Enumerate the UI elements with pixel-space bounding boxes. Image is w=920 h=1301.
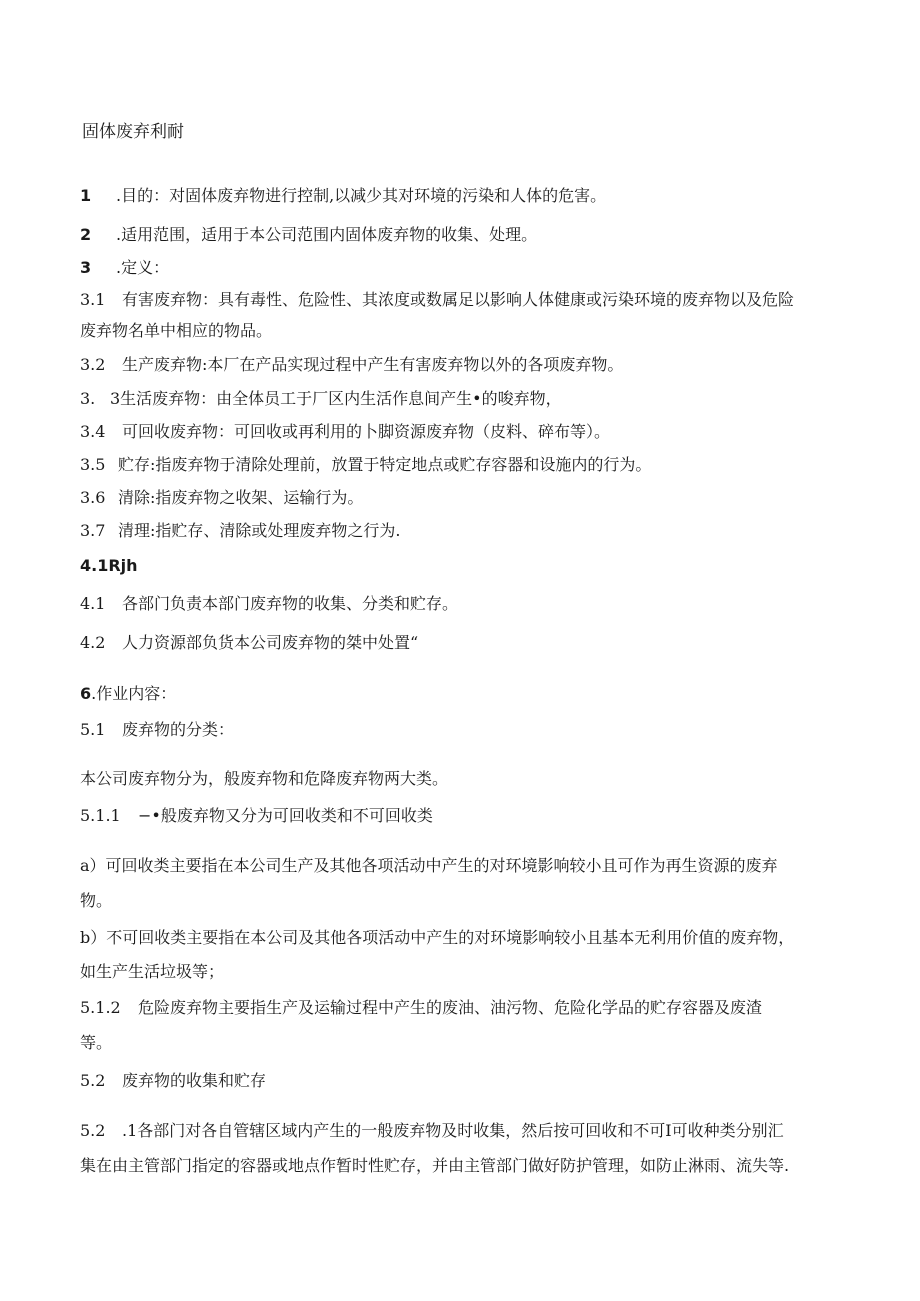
- line-text: .定义：: [116, 258, 170, 277]
- clause-number: 5.1: [80, 720, 106, 739]
- clause-number: 3.: [80, 389, 96, 408]
- section-1-purpose: [80, 186, 606, 206]
- item-a-continued: 物。: [80, 891, 113, 910]
- clause-number: 5.2: [80, 1121, 106, 1140]
- clause-5-1-2-continued: 等。: [80, 1033, 113, 1052]
- clause-number: 3.1: [80, 290, 106, 309]
- clause-3-6: [80, 488, 363, 508]
- clause-number: 3.2: [80, 355, 106, 374]
- line-text: .作业内容：: [91, 684, 177, 703]
- section-2-scope: [80, 225, 537, 245]
- line-text: .1各部门对各自管辖区域内产生的一般废弃物及时收集，然后按可回收和不可I可收种类分别汇: [122, 1121, 784, 1140]
- line-text: 废弃物的分类：: [122, 720, 235, 739]
- clause-3-5: [80, 455, 651, 475]
- section-6-procedure: [80, 684, 176, 704]
- clause-5-1-1: [80, 806, 433, 826]
- clause-number: 4.2: [80, 633, 106, 652]
- clause-number: 4.1: [80, 594, 106, 613]
- section-3-definitions: [80, 258, 169, 278]
- section-number: 2: [80, 225, 92, 244]
- line-text: 危险废弃物主要指生产及运输过程中产生的废油、油污物、危险化学品的贮存容器及废渣: [138, 998, 763, 1017]
- paragraph-classification: 本公司废弃物分为，般废弃物和危降废弃物两大类。: [80, 769, 449, 788]
- line-text: 清理:指贮存、清除或处理废弃物之行为.: [118, 521, 401, 540]
- section-number: 6: [80, 684, 92, 703]
- clause-number: 5.1.2: [80, 998, 121, 1017]
- clause-3-4: [80, 422, 610, 442]
- section-number: 1: [80, 186, 92, 205]
- clause-3-1: [80, 290, 794, 310]
- clause-4-1: [80, 594, 458, 614]
- clause-3-2: [80, 355, 623, 375]
- line-text: 贮存:指废弃物于清除处理前，放置于特定地点或贮存容器和设施内的行为。: [118, 455, 652, 474]
- line-text: .目的：对固体废弃物进行控制,以减少其对环境的污染和人体的危害。: [116, 186, 607, 205]
- line-text: 生产废弃物:本厂在产品实现过程中产生有害废弃物以外的各项废弃物。: [122, 355, 624, 374]
- clause-4-2: [80, 633, 418, 653]
- line-text: 有害废弃物：具有毒性、危险性、其浓度或数属足以影响人体健康或污染环境的废弃物以及危险: [122, 290, 795, 309]
- line-text: 废弃物的收集和贮存: [122, 1071, 267, 1090]
- clause-5-1-2: [80, 998, 762, 1018]
- line-text: 各部门负责本部门废弃物的收集、分类和贮存。: [122, 594, 459, 613]
- clause-3-3: [80, 389, 562, 409]
- item-b: b）不可回收类主要指在本公司及其他各项活动中产生的对环境影响较小且基本无利用价值的废弃物，: [80, 928, 795, 947]
- clause-number: 5.2: [80, 1071, 106, 1090]
- item-a: a）可回收类主要指在本公司生产及其他各项活动中产生的对环境影响较小且可作为再生资源的废弃: [80, 856, 778, 875]
- clause-number: 3.4: [80, 422, 106, 441]
- line-text: 3生活废弃物：由全体员工于厂区内生活作息间产生•的唆弃物，: [110, 389, 562, 408]
- clause-number: 3.5: [80, 455, 106, 474]
- line-text: .适用范围，适用于本公司范围内固体废弃物的收集、处理。: [116, 225, 538, 244]
- section-4-heading: 4.1Rjh: [80, 556, 138, 575]
- line-text: 清除:指废弃物之收架、运输行为。: [118, 488, 364, 507]
- clause-5-1: [80, 720, 234, 740]
- item-b-continued: 如生产生活垃圾等；: [80, 962, 225, 981]
- clause-5-2-1: [80, 1121, 784, 1141]
- document-title: 固体废弃利耐: [82, 122, 184, 142]
- section-number: 3: [80, 258, 92, 277]
- clause-number: 3.7: [80, 521, 106, 540]
- line-text: 人力资源部负货本公司废弃物的桀中处置“: [122, 633, 419, 652]
- clause-5-2-1-continued: 集在由主管部门指定的容器或地点作暂时性贮存，并由主管部门做好防护管理，如防止淋雨、流失等.: [80, 1156, 790, 1175]
- clause-number: 5.1.1: [80, 806, 121, 825]
- clause-5-2: [80, 1071, 266, 1091]
- clause-3-7: [80, 521, 400, 541]
- line-text: −•般废弃物又分为可回收类和不可回收类: [138, 806, 433, 825]
- clause-number: 3.6: [80, 488, 106, 507]
- line-text: 可回收废弃物：可回收或再利用的卜脚资源废弃物（皮料、碎布等）。: [122, 422, 611, 441]
- clause-3-1-continued: 废弃物名单中相应的物品。: [80, 321, 273, 340]
